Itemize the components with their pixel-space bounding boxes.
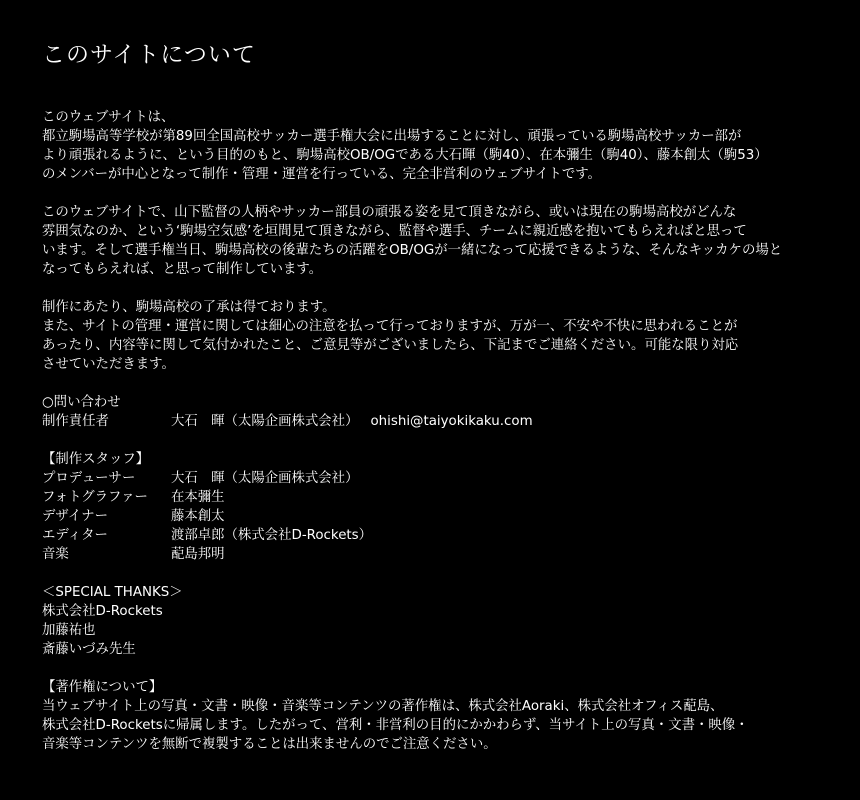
page-title: このサイトについて [42,42,256,68]
staff-role: エディター [42,528,108,543]
contact-section [42,393,830,431]
staff-row [42,488,830,507]
contact-heading: ○問い合わせ [42,395,121,410]
purpose-line: 雰囲気なのか、という‘駒場空気感’を垣間見て頂きながら、監督や選手、チームに親近感を抱いてもらえればと思って [42,224,747,239]
contact-row [42,412,830,431]
intro-line: のメンバーが中心となって制作・管理・運営を行っている、完全非営利のウェブサイトです。 [42,167,601,182]
staff-name: 蓜島邦明 [171,547,225,562]
contact-role: 制作責任者 [42,414,109,429]
intro-line: このウェブサイトは、 [42,110,175,125]
staff-role: フォトグラファー [42,490,148,505]
staff-name: 大石 暉（太陽企画株式会社） [171,471,359,486]
staff-role: デザイナー [42,509,109,524]
purpose-line: なってもらえれば、と思って制作しています。 [42,262,323,277]
staff-role: プロデューサー [42,471,136,486]
permission-line: させていただきます。 [42,357,175,372]
staff-role: 音楽 [42,547,69,562]
staff-row [42,507,830,526]
permission-line: また、サイトの管理・運営に関しては細心の注意を払って行っておりますが、万が一、不安や不快に思われることが [42,319,738,334]
copyright-line: 音楽等コンテンツを無断で複製することは出来ませんのでご注意ください。 [42,737,497,752]
copyright-line: 株式会社D-Rocketsに帰属します。したがって、営利・非営利の目的にかかわらず、当サイト上の写真・文書・映像・ [42,718,749,733]
copyright-line: 当ウェブサイト上の写真・文書・映像・音楽等コンテンツの著作権は、株式会社Aoraki、株式会社オフィス蓜島、 [42,699,724,714]
contact-name: 大石 暉（太陽企画株式会社） [171,414,359,429]
intro-line: より頑張れるように、という目的のもと、駒場高校OB/OGである大石暉（駒40）、在本彌生（駒40）、藤本創太（駒53） [42,148,768,163]
staff-name: 渡部卓郎（株式会社D-Rockets） [171,528,373,543]
copyright-section [42,678,830,754]
staff-heading: 【制作スタッフ】 [42,452,150,467]
thanks-section [42,583,830,659]
staff-name: 藤本創太 [171,509,225,524]
staff-row [42,545,830,564]
contact-email: ohishi@taiyokikaku.com [370,414,533,429]
permission-line: 制作にあたり、駒場高校の了承は得ております。 [42,300,336,315]
thanks-name: 斎藤いづみ先生 [42,642,136,657]
thanks-name: 加藤祐也 [42,623,96,638]
purpose-section [42,203,830,279]
purpose-line: このウェブサイトで、山下監督の人柄やサッカー部員の頑張る姿を見て頂きながら、或いは現在の駒場高校がどんな [42,205,737,220]
intro-section [42,108,830,184]
thanks-name: 株式会社D-Rockets [42,604,163,619]
permission-line: あったり、内容等に関して気付かれたこと、ご意見等がございましたら、下記までご連絡ください。可能な限り対応 [42,338,739,353]
permission-section [42,298,830,374]
copyright-heading: 【著作権について】 [42,680,163,695]
staff-row [42,526,830,545]
staff-section [42,450,830,564]
staff-row [42,469,830,488]
staff-name: 在本彌生 [171,490,225,505]
intro-line: 都立駒場高等学校が第89回全国高校サッカー選手権大会に出場することに対し、頑張っている駒場高校サッカー部が [42,129,742,144]
purpose-line: います。そして選手権当日、駒場高校の後輩たちの活躍をOB/OGが一緒になって応援できるような、そんなキッカケの場と [42,243,783,258]
thanks-heading: ＜SPECIAL THANKS＞ [42,585,183,600]
